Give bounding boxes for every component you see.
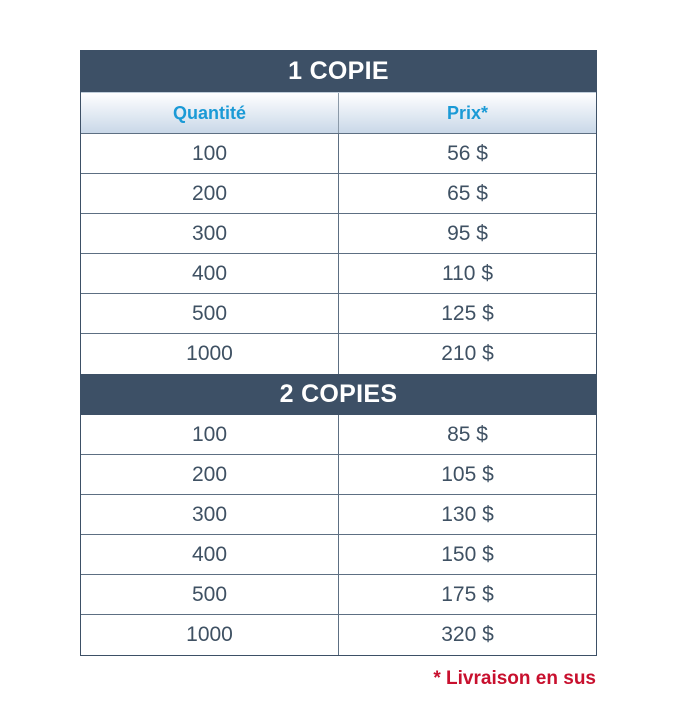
price-cell: 95 $ bbox=[447, 221, 488, 245]
quantity-cell: 1000 bbox=[81, 334, 339, 374]
price-cell: 175 $ bbox=[441, 582, 494, 606]
price-cell: 320 $ bbox=[441, 623, 494, 646]
quantity-cell: 1000 bbox=[81, 615, 339, 655]
table-row bbox=[81, 334, 596, 374]
price-cell: 130 $ bbox=[441, 502, 494, 526]
shipping-footnote: * Livraison en sus bbox=[433, 668, 596, 689]
price-cell: 56 $ bbox=[447, 141, 488, 165]
quantity-cell: 500 bbox=[81, 294, 339, 333]
price-cell: 125 $ bbox=[441, 301, 494, 325]
column-header-price: Prix* bbox=[446, 102, 489, 123]
column-header-row bbox=[81, 92, 596, 134]
section-title-2-copies: 2 COPIES bbox=[81, 374, 596, 415]
table-row bbox=[81, 495, 596, 535]
table-row bbox=[81, 415, 596, 455]
quantity-cell: 100 bbox=[81, 134, 339, 173]
price-cell: 105 $ bbox=[441, 462, 494, 486]
quantity-cell: 500 bbox=[81, 575, 339, 614]
price-cell: 150 $ bbox=[441, 542, 494, 566]
price-cell: 210 $ bbox=[441, 342, 494, 365]
quantity-cell: 400 bbox=[81, 535, 339, 574]
table-row bbox=[81, 254, 596, 294]
column-header-quantity: Quantité bbox=[81, 93, 339, 133]
quantity-cell: 200 bbox=[81, 174, 339, 213]
table-row bbox=[81, 455, 596, 495]
table-row bbox=[81, 174, 596, 214]
price-cell: 65 $ bbox=[447, 181, 488, 205]
price-table bbox=[80, 50, 597, 656]
quantity-cell: 300 bbox=[81, 214, 339, 253]
price-cell: 110 $ bbox=[442, 261, 493, 285]
quantity-cell: 100 bbox=[81, 415, 339, 454]
table-row bbox=[81, 294, 596, 334]
table-row bbox=[81, 615, 596, 655]
table-row bbox=[81, 535, 596, 575]
quantity-cell: 300 bbox=[81, 495, 339, 534]
price-cell: 85 $ bbox=[447, 422, 488, 446]
table-row bbox=[81, 134, 596, 174]
quantity-cell: 400 bbox=[81, 254, 339, 293]
table-row bbox=[81, 575, 596, 615]
quantity-cell: 200 bbox=[81, 455, 339, 494]
table-row bbox=[81, 214, 596, 254]
section-title-1-copie: 1 COPIE bbox=[81, 51, 596, 92]
